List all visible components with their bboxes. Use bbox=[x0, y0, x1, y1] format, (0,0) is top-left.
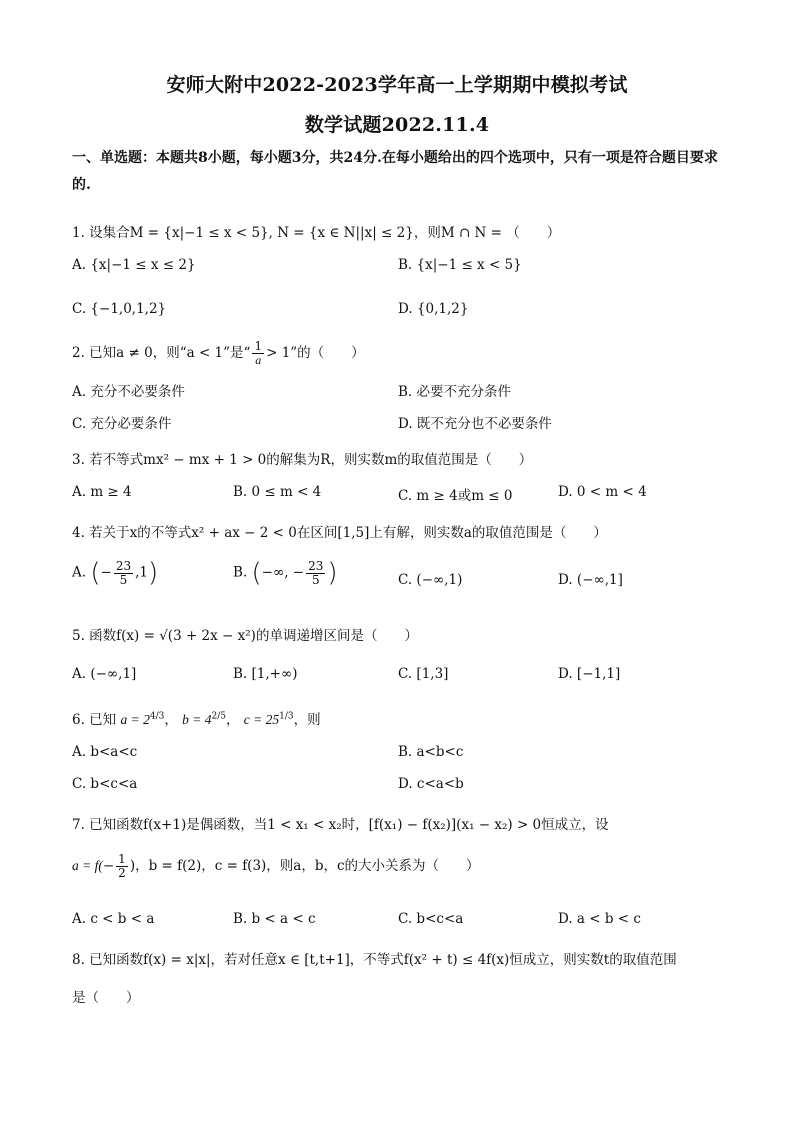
question-1-option-c: C. {−1,0,1,2} bbox=[72, 301, 167, 317]
question-2-option-b: B. 必要不充分条件 bbox=[398, 384, 512, 400]
question-7-stem-post: )，b = f(2)，c = f(3)，则a，b，c的大小关系为（ ） bbox=[129, 858, 480, 874]
question-2-option-d: D. 既不充分也不必要条件 bbox=[398, 416, 552, 432]
question-2-stem-post: > 1”的（ ） bbox=[266, 345, 365, 361]
question-6-option-b: B. a<b<c bbox=[398, 744, 464, 760]
question-2-option-c: C. 充分必要条件 bbox=[72, 416, 172, 432]
question-4-option-a-fraction bbox=[114, 560, 133, 587]
question-7-option-b: B. b < a < c bbox=[233, 911, 316, 927]
question-2-fraction-denominator: a bbox=[255, 353, 262, 367]
question-2-fraction-numerator: 1 bbox=[254, 339, 263, 353]
question-3-option-d: D. 0 < m < 4 bbox=[558, 484, 647, 500]
fraction-denominator: 2 bbox=[118, 866, 126, 880]
question-1-stem: 1. 设集合M = {x|−1 ≤ x < 5}, N = {x ∈ N||x| ≤ 2}，则M ∩ N = （ ） bbox=[72, 225, 561, 241]
fraction-numerator: 1 bbox=[118, 852, 126, 866]
fraction-numerator: 23 bbox=[308, 558, 324, 573]
fraction-denominator: 5 bbox=[311, 572, 320, 587]
fraction-numerator: 23 bbox=[115, 558, 132, 573]
question-4-option-d: D. (−∞,1] bbox=[558, 572, 623, 588]
question-8-stem-line-2: 是（ ） bbox=[72, 990, 140, 1006]
question-1-option-a: A. {x|−1 ≤ x ≤ 2} bbox=[72, 257, 196, 273]
question-5-option-c: C. [1,3] bbox=[398, 666, 449, 682]
question-7-stem-line-1: 7. 已知函数f(x+1)是偶函数，当1 < x₁ < x₂时，[f(x₁) − f(x₂)](x₁ − x₂) > 0恒成立，设 bbox=[72, 817, 609, 833]
question-6-exp-a: 4/3 bbox=[149, 711, 165, 722]
question-1-option-d: D. {0,1,2} bbox=[398, 301, 469, 317]
question-7-stem-pre: a = f( bbox=[72, 858, 103, 873]
page-title: 安师大附中2022-2023学年高一上学期期中模拟考试 bbox=[166, 74, 628, 96]
question-4-stem: 4. 若关于x的不等式x² + ax − 2 < 0在区间[1,5]上有解，则实数a的取值范围是（ ） bbox=[72, 525, 607, 541]
question-6-expr-b: b = 4 bbox=[182, 712, 212, 727]
question-8-stem-line-1: 8. 已知函数f(x) = x|x|，若对任意x ∈ [t,t+1]，不等式f(x² + t) ≤ 4f(x)恒成立，则实数t的取值范围 bbox=[72, 952, 677, 968]
page-subtitle: 数学试题2022.11.4 bbox=[304, 114, 490, 136]
question-2-fraction bbox=[252, 340, 264, 367]
question-3-stem: 3. 若不等式mx² − mx + 1 > 0的解集为R，则实数m的取值范围是（ ） bbox=[72, 452, 533, 468]
question-4-option-c: C. (−∞,1) bbox=[398, 572, 463, 588]
question-7-stem-line-2: a = f(− $\frac{1}{2}$ )，b = f(2)，c = f(3)，则a，b，c的大小关系为（ ） bbox=[72, 852, 480, 880]
question-4-option-b: B. (−∞, − $\frac{23}{5}$ ) bbox=[233, 558, 338, 588]
question-2-stem-pre: 2. 已知a ≠ 0，则“a < 1”是“ bbox=[72, 345, 251, 361]
question-4-option-a: A. (− $\frac{23}{5}$ ,1) bbox=[72, 558, 159, 588]
question-6-stem-post: ，则 bbox=[293, 712, 321, 728]
question-2-option-a: A. 充分不必要条件 bbox=[72, 384, 185, 400]
question-7-option-d: D. a < b < c bbox=[558, 911, 641, 927]
question-7-option-a: A. c < b < a bbox=[72, 911, 155, 927]
question-1-option-b: B. {x|−1 ≤ x < 5} bbox=[398, 257, 522, 273]
question-5-stem: 5. 函数f(x) = √(3 + 2x − x²)的单调递增区间是（ ） bbox=[72, 628, 418, 644]
question-4-option-b-label: B. bbox=[233, 564, 248, 581]
question-5-option-b: B. [1,+∞) bbox=[233, 666, 298, 682]
question-6-option-d: D. c<a<b bbox=[398, 776, 464, 792]
question-4-option-b-fraction bbox=[306, 560, 325, 587]
question-6-stem-pre: 6. 已知 bbox=[72, 712, 117, 728]
question-3-option-c: C. m ≥ 4或m ≤ 0 bbox=[398, 488, 513, 504]
question-6-option-a: A. b<a<c bbox=[72, 744, 138, 760]
question-6-exp-c: 1/3 bbox=[279, 711, 294, 722]
question-6-expr-c: c = 25 bbox=[243, 712, 280, 727]
question-6-exp-b: 2/5 bbox=[211, 711, 226, 722]
question-7-fraction bbox=[116, 853, 128, 880]
question-6-option-c: C. b<c<a bbox=[72, 776, 138, 792]
question-5-option-d: D. [−1,1] bbox=[558, 666, 621, 682]
question-6-expr-a: a = 2 bbox=[120, 712, 150, 727]
question-7-option-c: C. b<c<a bbox=[398, 911, 464, 927]
section-heading: 一、单选题：本题共8小题，每小题3分，共24分.在每小题给出的四个选项中，只有一项是符合题目要求的. bbox=[72, 150, 718, 193]
question-5-option-a: A. (−∞,1] bbox=[72, 666, 137, 682]
question-3-option-a: A. m ≥ 4 bbox=[72, 484, 132, 500]
question-3-option-b: B. 0 ≤ m < 4 bbox=[233, 484, 322, 500]
question-6-stem: 6. 已知 $a = 2^{4/3}$， $b = 4^{2/5}$， $c = 25^{1/3}$，则 bbox=[72, 711, 321, 728]
question-2-stem bbox=[72, 340, 365, 367]
fraction-denominator: 5 bbox=[119, 572, 128, 587]
question-4-option-a-label: A. bbox=[72, 564, 87, 581]
